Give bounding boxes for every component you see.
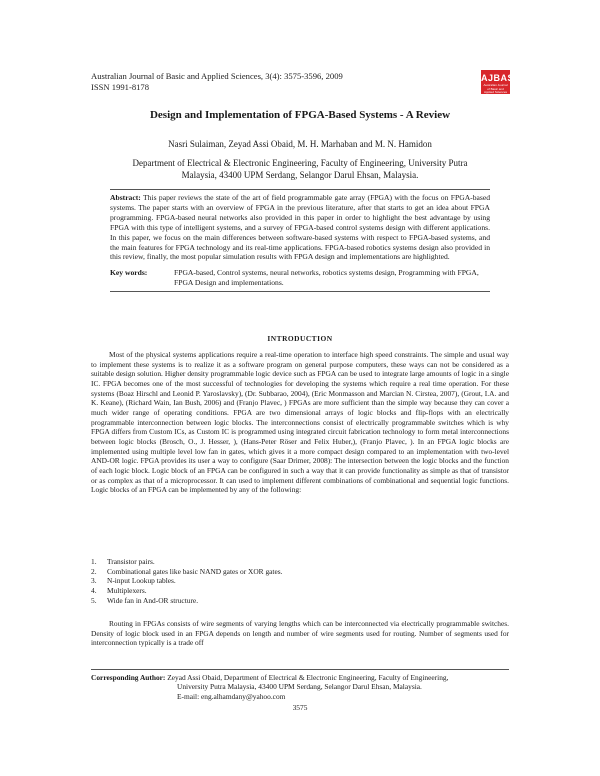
list-item-number: 2. <box>91 566 97 576</box>
list-item-text: N-input Lookup tables. <box>107 576 176 586</box>
intro-paragraph-2: Routing in FPGAs consists of wire segments of varying lengths which can be interconnected via electrically programmable switches. Density of logic block used in an FPGA depends on length and number of wire segments used for routing. Number of segments used for interconnection typically is a trade off <box>91 619 509 648</box>
list-item-number: 5. <box>91 595 97 605</box>
page-number: 3575 <box>292 703 308 712</box>
journal-issn: ISSN 1991-8178 <box>91 82 150 92</box>
list-item-number: 1. <box>91 557 97 566</box>
list-item-text: Combinational gates like basic NAND gates or XOR gates. <box>107 566 283 576</box>
list-item <box>91 576 509 586</box>
journal-logo <box>481 70 515 94</box>
logo-subtitle: Australian Journal of Basic and Applied Sciences <box>483 83 508 94</box>
list-item-text: Transistor pairs. <box>107 557 155 566</box>
logo-text: AJBAS <box>481 73 515 83</box>
paper-affiliation <box>110 157 490 181</box>
corr-line-1 <box>91 673 509 682</box>
abstract-text: This paper reviews the state of the art of field programmable gate array (FPGA) with the focus on FPGA-based systems. The paper starts with an overview of FPGA in the previous literature, after that starts to get an idea about FPGA programming. FPGA-based neural networks also provided in this paper in order to highlight the best advantage by using FPGA with this type of intelligent systems, and a survey of FPGA-based control systems design with different applications. In this paper, we focus on the main differences between software-based systems with respect to FPGA-based systems, and the main features for FPGA technology and its real-time applications. FPGA-based robotics systems design also provided in this review, finally, the most popular simulation results with FPGA design and implementations are highlighted. <box>110 193 490 262</box>
corr-text-1: Zeyad Assi Obaid, Department of Electrical & Electronic Engineering, Faculty of Engineering, <box>167 673 449 682</box>
logic-block-list <box>91 557 509 605</box>
paper-title: Design and Implementation of FPGA-Based Systems - A Review <box>149 109 451 121</box>
footnote-rule <box>91 669 509 670</box>
list-item-number: 4. <box>91 585 97 595</box>
journal-header <box>91 71 343 93</box>
abstract-label: Abstract: <box>110 193 141 202</box>
list-item <box>91 586 509 596</box>
section-heading-introduction: INTRODUCTION <box>267 334 333 343</box>
journal-citation: Australian Journal of Basic and Applied Sciences, 3(4): 3575-3596, 2009 <box>91 71 343 81</box>
affiliation-line-2: Malaysia, 43400 UPM Serdang, Selangor Darul Ehsan, Malaysia. <box>181 170 419 180</box>
corr-line-2: University Putra Malaysia, 43400 UPM Serdang, Selangor Darul Ehsan, Malaysia. <box>177 682 422 692</box>
paper-authors: Nasri Sulaiman, Zeyad Assi Obaid, M. H. Marhaban and M. N. Hamidon <box>168 139 432 149</box>
list-item-text: Multiplexers. <box>107 585 147 595</box>
corr-email: E-mail: eng.alhamdany@yahoo.com <box>177 691 286 701</box>
list-item <box>91 557 509 567</box>
list-item-text: Wide fan in And-OR structure. <box>107 595 199 605</box>
abstract-top-rule <box>110 189 490 190</box>
list-item <box>91 596 509 606</box>
keywords-text: FPGA-based, Control systems, neural networks, robotics systems design, Programming with FPGA, FPGA Design and implementations. <box>174 268 479 287</box>
corresponding-author-footnote <box>91 673 509 701</box>
keywords-bottom-rule <box>110 291 490 292</box>
affiliation-line-1: Department of Electrical & Electronic Engineering, Faculty of Engineering, University Putra <box>132 158 468 168</box>
corr-label: Corresponding Author: <box>91 673 166 682</box>
keywords-label: Key words: <box>110 268 148 277</box>
list-item <box>91 567 509 577</box>
intro-paragraph-1: Most of the physical systems applications require a real-time operation to interface high speed constraints. The simple and usual way to implement these systems is to realize it as a software program on general purpose computers, these ways can not be considered as a suitable design solution. Higher density programmable logic device such as FPGA can be used to integrate large amounts of logic in a single IC. FPGA becomes one of the most successful of technologies for developing the systems which require a real time operation. For these systems (Boaz Hirschl and Leonid P. Yaroslavsky), (Dr. Subbarao, 2004), (Eric Monmasson and Marcian N. Cirstea, 2007), (Grout, I.A. and K. Keane), (Richard Wain, Ian Bush, 2006) and (Franjo Plavec, ) FPGAs are more sufficient than the simple way because they can cover a much wider range of operating conditions. FPGA are two dimensional arrays of logic blocks and flip-flops with an electrically programmable interconnection between logic blocks. The interconnections consist of electrically programmable switches which is why FPGA differs from Custom ICs, as Custom IC is programmed using integrated circuit fabrication technology to form metal interconnections between logic blocks (Brosch, O., J. Hesser, ), (Hans-Peter Röser and Felix Huber,), (Franjo Plavec, ). In an FPGA logic blocks are implemented using multiple level low fan in gates, which gives it a more compact design compared to an implementation with two-level AND-OR logic. FPGA provides its user a way to configure (Saar Drimer, 2008): The intersection between the logic blocks and the function of each logic block. Logic block of an FPGA can be configured in such a way that it can provide functionality as simple as that of transistor or as complex as that of a microprocessor. It can used to implement different combinations of combinational and sequential logic functions. Logic blocks of an FPGA can be implemented by any of the following: <box>91 350 509 495</box>
list-item-number: 3. <box>91 576 97 586</box>
abstract-block <box>110 193 490 262</box>
